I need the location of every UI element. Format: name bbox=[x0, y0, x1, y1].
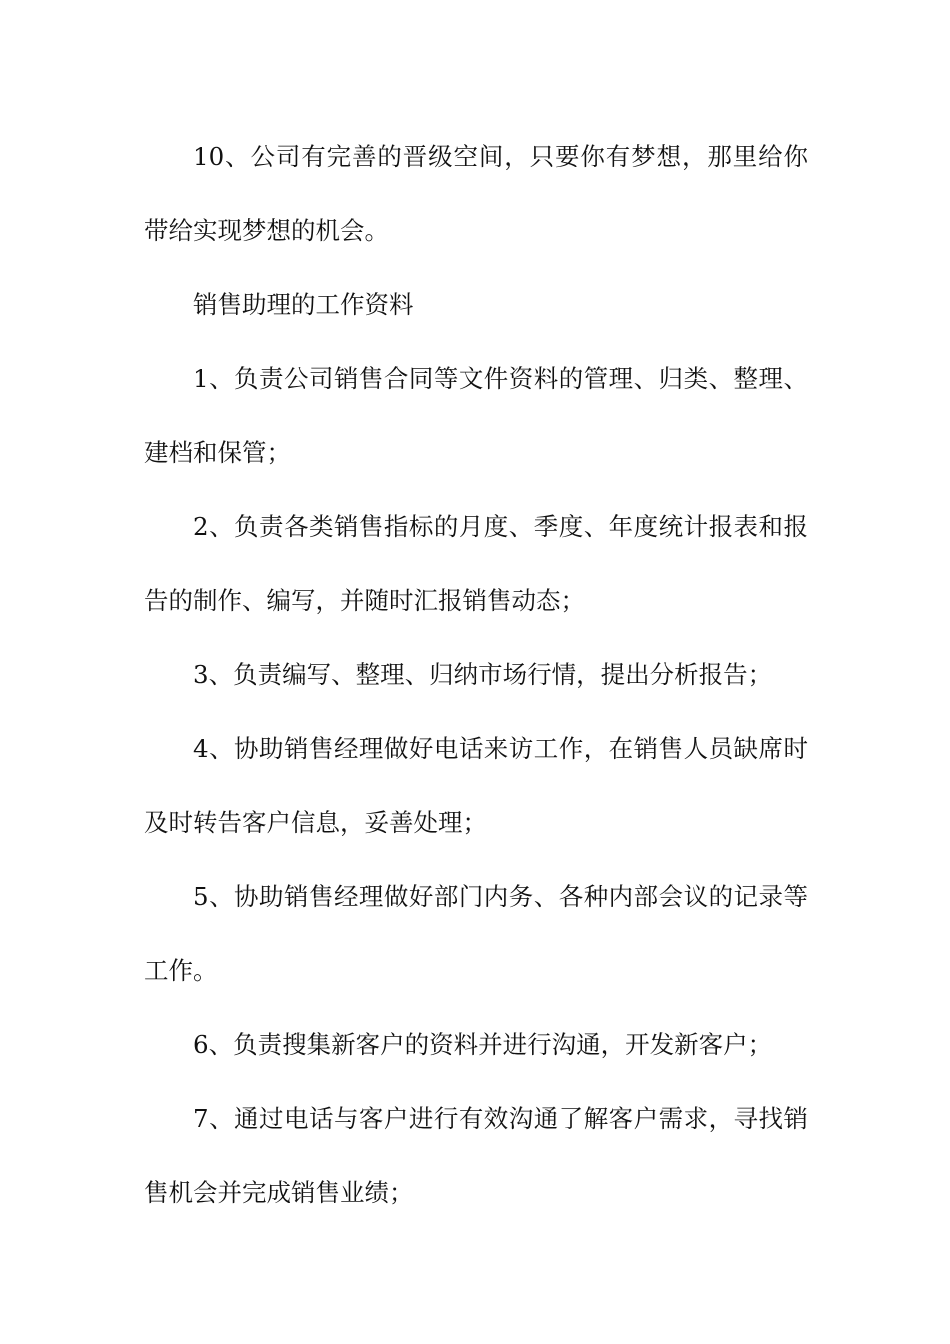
paragraph-item-6: 6、负责搜集新客户的资料并进行沟通，开发新客户； bbox=[193, 1030, 773, 1059]
paragraph-item-4: 4、协助销售经理做好电话来访工作，在销售人员缺席时及时转告客户信息，妥善处理； bbox=[144, 734, 808, 837]
paragraph-career-space: 10、公司有完善的晋级空间，只要你有梦想，那里给你带给实现梦想的机会。 bbox=[144, 142, 808, 245]
paragraph-item-3: 3、负责编写、整理、归纳市场行情，提出分析报告； bbox=[193, 660, 773, 689]
document-body bbox=[144, 120, 808, 1230]
section-heading: 销售助理的工作资料 bbox=[193, 290, 414, 319]
paragraph-item-1: 1、负责公司销售合同等文件资料的管理、归类、整理、建档和保管； bbox=[144, 364, 808, 467]
paragraph-item-2: 2、负责各类销售指标的月度、季度、年度统计报表和报告的制作、编写，并随时汇报销售动态； bbox=[144, 512, 808, 615]
paragraph-item-7: 7、通过电话与客户进行有效沟通了解客户需求，寻找销售机会并完成销售业绩； bbox=[144, 1104, 808, 1207]
paragraph-item-5: 5、协助销售经理做好部门内务、各种内部会议的记录等工作。 bbox=[144, 882, 808, 985]
